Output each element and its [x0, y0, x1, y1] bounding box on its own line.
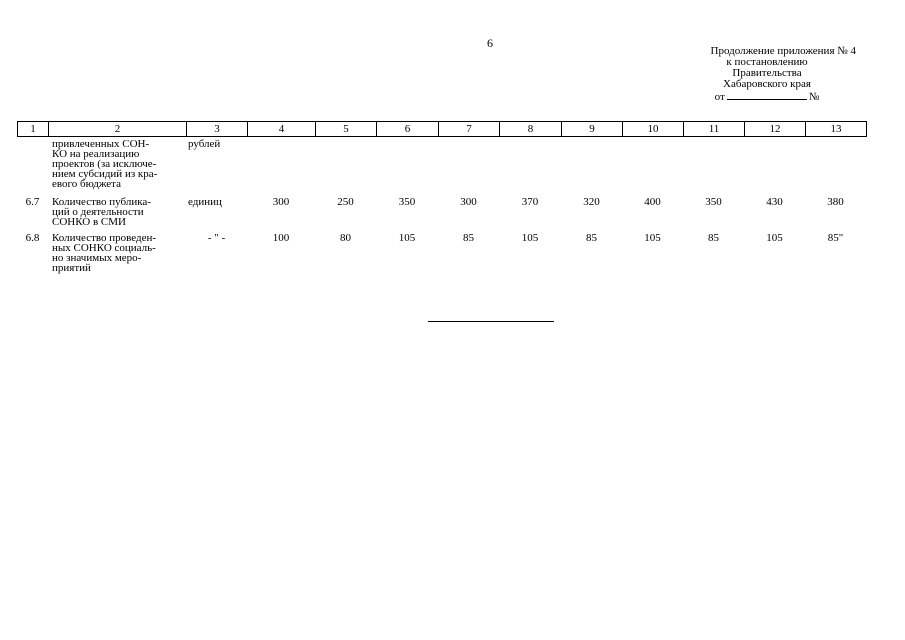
value-cell: [683, 139, 744, 197]
date-blank: [727, 90, 807, 100]
column-header-13: 13: [806, 122, 867, 137]
value-cell: 380: [827, 196, 844, 208]
indicator-name-line: ных СОНКО социаль-: [52, 242, 156, 254]
indicator-name-line: СОНКО в СМИ: [52, 216, 126, 228]
value-cell: 105: [521, 232, 539, 244]
indicator-name: [48, 233, 186, 279]
column-header-12: 12: [745, 122, 806, 137]
row-id: 6.8: [25, 232, 40, 244]
date-prefix: от: [714, 91, 725, 103]
value-cell: 430: [766, 196, 783, 208]
date-line: [672, 90, 862, 103]
value-cell: 250: [337, 196, 354, 208]
government-line: Правительства: [732, 67, 802, 79]
value-cell: 85": [827, 232, 844, 244]
indicator-name-line: Количество проведен-: [52, 232, 157, 244]
value-cell: 300: [272, 196, 290, 208]
value-cell: [744, 139, 805, 197]
number-sign: №: [808, 91, 820, 103]
indicator-name-line: евого бюджета: [52, 178, 122, 190]
unit-cell: единиц: [188, 196, 222, 208]
value-cell: [247, 139, 315, 197]
value-cell: 100: [272, 232, 290, 244]
indicator-name-line: ций о деятельности: [52, 206, 144, 218]
value-cell: 320: [583, 196, 600, 208]
appendix-title: Продолжение приложения № 4: [710, 45, 856, 57]
indicator-name: [48, 139, 186, 197]
row-id: 6.7: [25, 196, 40, 208]
value-cell: [315, 139, 376, 197]
value-cell: 85: [586, 232, 597, 244]
table-row: [17, 233, 866, 279]
value-cell: 85: [463, 232, 474, 244]
indicator-name-line: проектов (за исключе-: [52, 158, 157, 170]
indicator-name-line: привлеченных СОН-: [52, 138, 150, 150]
column-header-11: 11: [684, 122, 745, 137]
region-line: Хабаровского края: [723, 78, 811, 90]
indicator-name-line: приятий: [52, 262, 91, 274]
value-cell: [561, 139, 622, 197]
column-header-2: 2: [49, 122, 187, 137]
value-cell: [805, 139, 866, 197]
value-cell: 105: [644, 232, 661, 244]
value-cell: 370: [521, 196, 539, 208]
page-number: 6: [487, 36, 493, 50]
resolution-line: к постановлению: [726, 56, 808, 68]
unit-cell: рублей: [188, 138, 221, 150]
column-header-1: 1: [18, 122, 49, 137]
table-row: [17, 139, 866, 197]
value-cell: 350: [398, 196, 416, 208]
row-id: [17, 139, 48, 197]
indicator-name-line: КО на реализацию: [52, 148, 140, 160]
indicator-name-line: нием субсидий из кра-: [52, 168, 158, 180]
value-cell: [622, 139, 683, 197]
column-header-3: 3: [187, 122, 248, 137]
value-cell: 350: [705, 196, 722, 208]
column-header-6: 6: [377, 122, 439, 137]
column-header-9: 9: [562, 122, 623, 137]
indicator-table: [17, 139, 866, 279]
column-header-10: 10: [623, 122, 684, 137]
value-cell: 300: [460, 196, 477, 208]
value-cell: [438, 139, 499, 197]
closing-rule: [428, 321, 554, 322]
column-header-row: [18, 122, 867, 137]
value-cell: 85: [708, 232, 719, 244]
indicator-name-line: Количество публика-: [52, 196, 151, 208]
value-cell: 400: [644, 196, 661, 208]
column-header-7: 7: [439, 122, 500, 137]
column-header-5: 5: [316, 122, 377, 137]
column-header-8: 8: [500, 122, 562, 137]
value-cell: 80: [340, 232, 351, 244]
unit-cell: - " -: [207, 232, 226, 244]
value-cell: 105: [398, 232, 416, 244]
value-cell: [499, 139, 561, 197]
column-header-table: [17, 121, 867, 137]
value-cell: 105: [766, 232, 783, 244]
appendix-header: [672, 46, 862, 103]
indicator-name-line: но значимых меро-: [52, 252, 142, 264]
indicator-name: [48, 197, 186, 233]
column-header-4: 4: [248, 122, 316, 137]
value-cell: [376, 139, 438, 197]
table-row: [17, 197, 866, 233]
